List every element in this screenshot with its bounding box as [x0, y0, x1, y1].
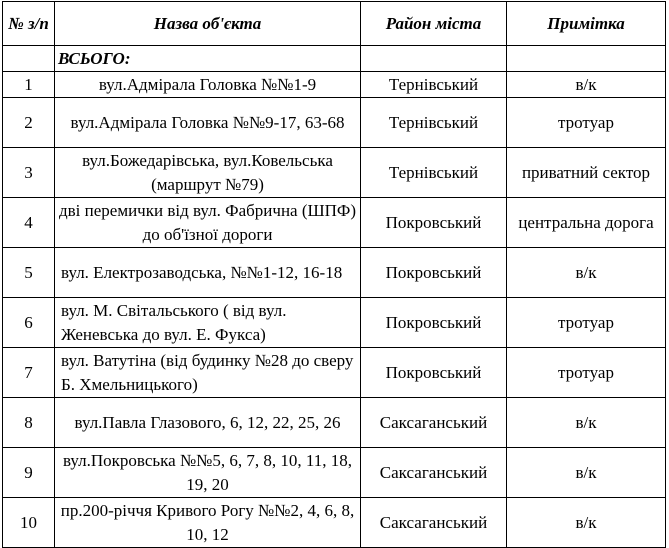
row-object-name: дві перемички від вул. Фабрична (ШПФ) до об'їзної дороги [55, 198, 361, 248]
table-row [3, 248, 666, 298]
row-note: центральна дорога [507, 198, 666, 248]
total-row [3, 46, 666, 72]
row-note: тротуар [507, 98, 666, 148]
table-row [3, 72, 666, 98]
table-row [3, 498, 666, 548]
table-row [3, 448, 666, 498]
row-object-name: вул. Ватутіна (від будинку №28 до сверу Б. Хмельницького) [55, 348, 361, 398]
row-object-name: вул.Адмірала Головка №№9-17, 63-68 [55, 98, 361, 148]
row-note: тротуар [507, 298, 666, 348]
row-district: Покровський [361, 298, 507, 348]
row-object-name: вул.Покровська №№5, 6, 7, 8, 10, 11, 18, 19, 20 [55, 448, 361, 498]
row-note: тротуар [507, 348, 666, 398]
row-note: в/к [507, 72, 666, 98]
row-num: 5 [3, 248, 55, 298]
row-num: 9 [3, 448, 55, 498]
total-note-cell [507, 46, 666, 72]
row-note: приватний сектор [507, 148, 666, 198]
total-label: ВСЬОГО: [55, 46, 361, 72]
row-object-name: вул. Електрозаводська, №№1-12, 16-18 [55, 248, 361, 298]
row-district: Покровський [361, 198, 507, 248]
table-row [3, 348, 666, 398]
row-num: 10 [3, 498, 55, 548]
table-row [3, 298, 666, 348]
row-object-name: пр.200-річчя Кривого Рогу №№2, 4, 6, 8, 10, 12 [55, 498, 361, 548]
row-object-name: вул. М. Світальського ( від вул. Женевська до вул. Е. Фукса) [55, 298, 361, 348]
row-district: Покровський [361, 248, 507, 298]
table-row [3, 398, 666, 448]
header-name: Назва об'єкта [55, 2, 361, 46]
row-num: 6 [3, 298, 55, 348]
row-note: в/к [507, 498, 666, 548]
row-num: 7 [3, 348, 55, 398]
total-district-cell [361, 46, 507, 72]
header-row [3, 2, 666, 46]
row-num: 1 [3, 72, 55, 98]
row-district: Тернівський [361, 98, 507, 148]
row-district: Покровський [361, 348, 507, 398]
row-note: в/к [507, 448, 666, 498]
row-num: 4 [3, 198, 55, 248]
table-row [3, 98, 666, 148]
row-note: в/к [507, 248, 666, 298]
row-note: в/к [507, 398, 666, 448]
table-row [3, 198, 666, 248]
row-object-name: вул.Адмірала Головка №№1-9 [55, 72, 361, 98]
header-num: № з/п [3, 2, 55, 46]
table-row [3, 148, 666, 198]
row-district: Тернівський [361, 72, 507, 98]
objects-table [2, 1, 666, 548]
row-object-name: вул.Божедарівська, вул.Ковельська (маршрут №79) [55, 148, 361, 198]
row-num: 8 [3, 398, 55, 448]
header-note: Примітка [507, 2, 666, 46]
row-object-name: вул.Павла Глазового, 6, 12, 22, 25, 26 [55, 398, 361, 448]
row-district: Саксаганський [361, 448, 507, 498]
total-num-cell [3, 46, 55, 72]
row-district: Саксаганський [361, 398, 507, 448]
row-num: 2 [3, 98, 55, 148]
header-district: Район міста [361, 2, 507, 46]
row-num: 3 [3, 148, 55, 198]
row-district: Саксаганський [361, 498, 507, 548]
row-district: Тернівський [361, 148, 507, 198]
